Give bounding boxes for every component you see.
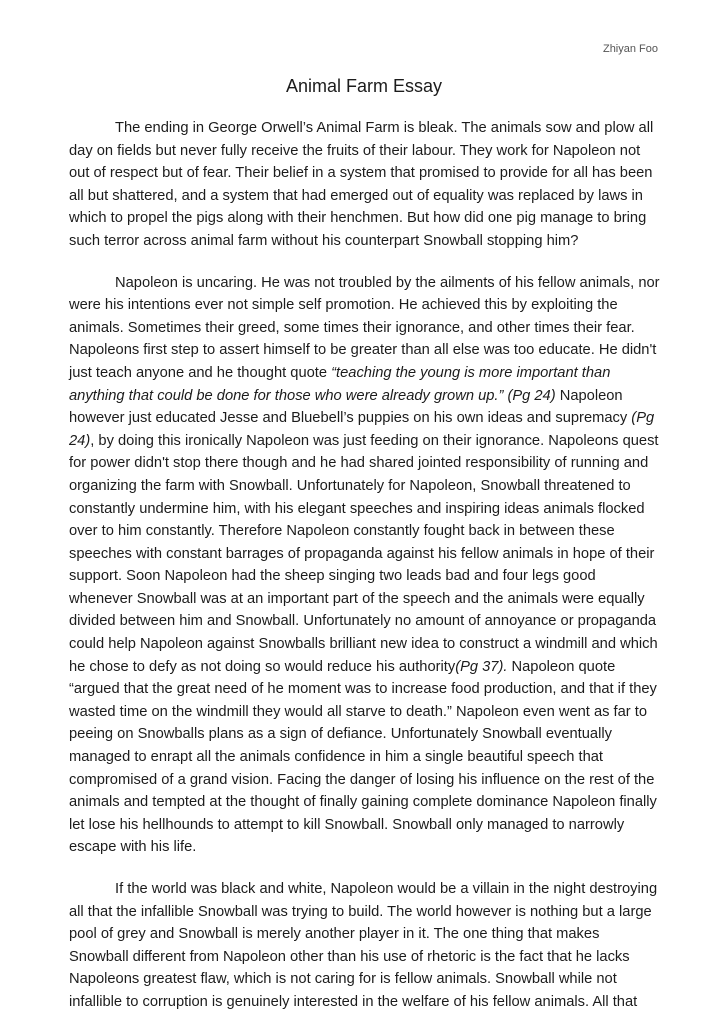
page-title: Animal Farm Essay: [285, 76, 443, 96]
essay-body: [69, 117, 661, 1033]
essay-paragraph: [69, 117, 661, 253]
author-name: Zhiyan Foo: [602, 43, 658, 55]
italic-citation: (Pg 24): [69, 410, 655, 449]
paragraph-text: If the world was black and white, Napoleon would be a villain in the night destroying all that the infallible Snowball was trying to build. The world however is nothing but a large pool of grey and Snowball is merely another player in it. The one thing that makes Snowball different from Napoleon other than his use of rhetoric is the fact that he lacks Napoleons greatest flaw, which is not caring for is fellow animals. Snowball while not infallible to corruption is genuinely interested in the welfare of his fellow animals. All that: [69, 881, 658, 1010]
paragraph-text: Napoleon however just educated Jesse and Bluebell’s puppies on his own ideas and supremacy: [69, 387, 632, 427]
paragraph-text: Napoleon quote “argued that the great need of he moment was to increase food production, and that if they wasted time on the windmill they would all starve to death.” Napoleon even went as far to peeing on Snowballs plans as a sign of defiance. Unfortunately Snowball eventually managed to enrapt all the animals confidence in him a single beautiful speech that compromised of a grand vision. Facing the danger of losing his influence on the rest of the animals and tempted at the thought of finally gaining complete dominance Napoleon finally let lose his hellhounds to attempt to kill Snowball. Snowball only managed to narrowly escape with his life.: [69, 658, 657, 856]
italic-citation: (Pg 37).: [455, 658, 508, 675]
italic-citation: “teaching the young is more important than anything that could be done for those who were already grown up.” (Pg 24): [69, 364, 611, 404]
essay-paragraph: [69, 272, 661, 859]
paragraph-text: Napoleon is uncaring. He was not troubled by the ailments of his fellow animals, nor were his intentions ever not simple self promotion. He achieved this by exploiting the animals. Sometimes their greed, some times their ignorance, and other times their fear. Napoleons first step to assert himself to be greater than all else was too educate. He didn't just teach anyone and he thought quote: [69, 274, 660, 381]
paragraph-text: , by doing this ironically Napoleon was just feeding on their ignorance. Napoleons quest for power didn't stop there though and he had shared jointed responsibility of running and organizing the farm with Snowball. Unfortunately for Napoleon, Snowball threatened to constantly undermine him, with his elegant speeches and inspiring ideas animals flocked over to him constantly. Therefore Napoleon constantly fought back in between these speeches with constant barrages of propaganda against his fellow animals in hope of their support. Soon Napoleon had the sheep singing two leads bad and four legs good whenever Snowball was at an important part of the speech and the animals were equally divided between him and Snowball. Unfortunately no amount of annoyance or propaganda could help Napoleon against Snowballs brilliant new idea to construct a windmill and which he chose to defy as not doing so would reduce his authority: [69, 432, 659, 675]
paragraph-text: The ending in George Orwell’s Animal Farm is bleak. The animals sow and plow all day on fields but never fully receive the fruits of their labour. They work for Napoleon not out of respect but of fear. Their belief in a system that promised to provide for all has been all but shattered, and a system that had emerged out of equality was replaced by laws in which to propel the pigs along with their henchmen. But how did one pig manage to bring such terror across animal farm without his counterpart Snowball stopping him?: [69, 120, 654, 249]
essay-paragraph: [69, 878, 661, 1014]
